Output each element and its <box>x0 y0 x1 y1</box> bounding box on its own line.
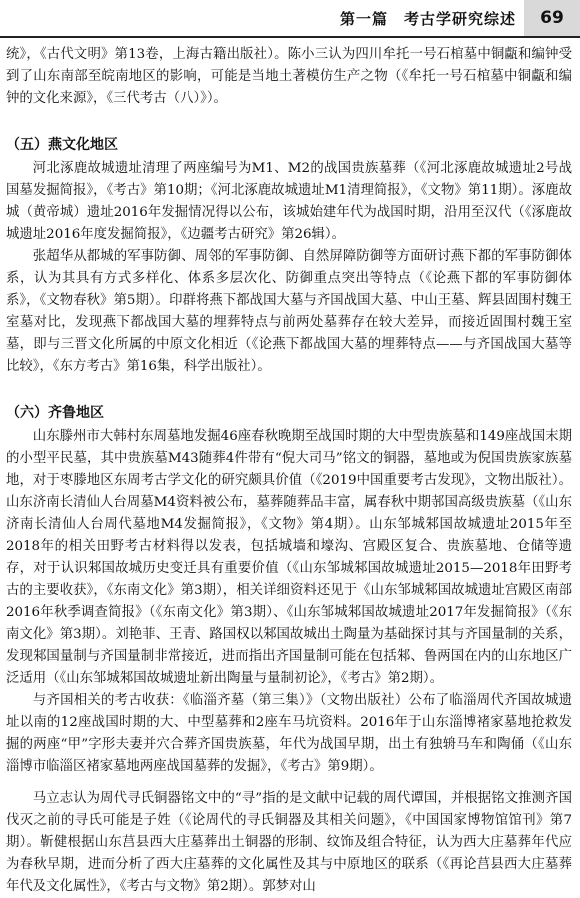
paragraph: 河北涿鹿故城遗址清理了两座编号为M1、M2的战国贵族墓葬（《河北涿鹿故城遗址2号战国墓发掘简报》，《考古》第10期；《河北涿鹿故城遗址M1清理简报》，《文物》第11期）。涿鹿故城（黄帝城）遗址2016年发掘情况得以公布，该城始建年代为战国时期，沿用至汉代（《涿鹿故城遗址2016年度发掘简报》，《边疆考古研究》第26辑）。 <box>6 161 572 242</box>
paragraph: 马立志认为周代寻氏铜器铭文中的“寻”指的是文献中记载的周代谭国，并根据铭文推测齐国伐灭之前的寻氏可能是子姓（《论周代的寻氏铜器及其相关问题》，《中国国家博物馆馆刊》第7期）。靳健根据山东莒县西大庄墓葬出土铜器的形制、纹饰及组合特征，认为西大庄墓葬年代应为春秋早期，进而分析了西大庄墓葬的文化属性及其与中原地区的联系（《再论莒县西大庄墓葬年代及文化属性》，《考古与文物》第2期）。郭梦对山 <box>6 791 572 894</box>
paragraph-continuation: 统》，《古代文明》第13卷，上海古籍出版社）。陈小三认为四川牟托一号石棺墓中铜甗和编钟受到了山东南部至皖南地区的影响，可能是当地土著模仿生产之物（《牟托一号石棺墓中铜甗和编钟的文化来源》，《三代考古（八）》）。 <box>6 47 572 106</box>
paragraph: 山东滕州市大韩村东周墓地发掘46座春秋晚期至战国时期的大中型贵族墓和149座战国末期的小型平民墓，其中贵族墓M43随葬4件带有“倪大司马”铭文的铜器，墓地或为倪国贵族家族墓地，对于枣滕地区东周考古学文化的研究颇具价值（《2019中国重要考古发现》，文物出版社）。山东济南长清仙人台周墓M4资料被公布，墓葬随葬品丰富，属春秋中期邿国高级贵族墓（《山东济南长清仙人台周代墓地M4发掘简报》，《文物》第4期）。山东邹城邾国故城遗址2015年至2018年的相关田野考古材料得以发表，包括城墙和壕沟、宫殿区复合、贵族墓地、仓储等遗存，对于认识邾国故城历史变迁具有重要价值（《山东邹城邾国故城遗址2015—2018年田野考古的主要收获》，《东南文化》第3期），相关详细资料还见于《山东邹城邾国故城遗址宫殿区南部2016年秋季调查简报》（《东南文化》第3期）、《山东邹城邾国故城遗址2017年发掘简报》（《东南文化》第3期）。刘艳菲、王青、路国权以邾国故城出土陶量为基础探讨其与齐国量制的关系，发现邾国量制与齐国量制非常接近，进而指出齐国量制可能在包括邾、鲁两国在内的山东地区广泛适用（《山东邹城邾国故城遗址新出陶量与量制初论》，《考古》第2期）。 <box>6 429 572 686</box>
page-number: 69 <box>524 0 580 36</box>
paragraph: 与齐国相关的考古收获：《临淄齐墓（第三集）》（文物出版社）公布了临淄周代齐国故城遗址以南的12座战国时期的大、中型墓葬和2座车马坑资料。2016年于山东淄博褚家墓地抢救发掘的两座“甲”字形夫妻并穴合葬齐国贵族墓，年代为战国早期，出土有独辀马车和陶俑（《山东淄博市临淄区褚家墓地两座战国墓葬的发掘》，《考古》第9期）。 <box>6 693 572 774</box>
section-heading-qilu: （六）齐鲁地区 <box>6 405 104 421</box>
body-text <box>6 44 572 898</box>
page-header <box>0 0 580 38</box>
section-title: 第一篇 考古学研究综述 <box>339 10 516 28</box>
section-heading-yan: （五）燕文化地区 <box>6 137 118 153</box>
paragraph: 张超华从都城的军事防御、周邻的军事防御、自然屏障防御等方面研讨燕下都的军事防御体系，认为其具有方式多样化、体系多层次化、防御重点突出等特点（《论燕下都的军事防御体系》，《文物春秋》第5期）。印群将燕下都战国大墓与齐国战国大墓、中山王墓、辉县固围村魏王室墓对比，发现燕下都战国大墓的埋葬特点与前两处墓葬存在较大差异，而接近固围村魏王室墓，即与三晋文化所属的中原文化相近（《论燕下都战国大墓的埋葬特点——与齐国战国大墓等比较》，《东方考古》第16集，科学出版社）。 <box>6 249 572 374</box>
